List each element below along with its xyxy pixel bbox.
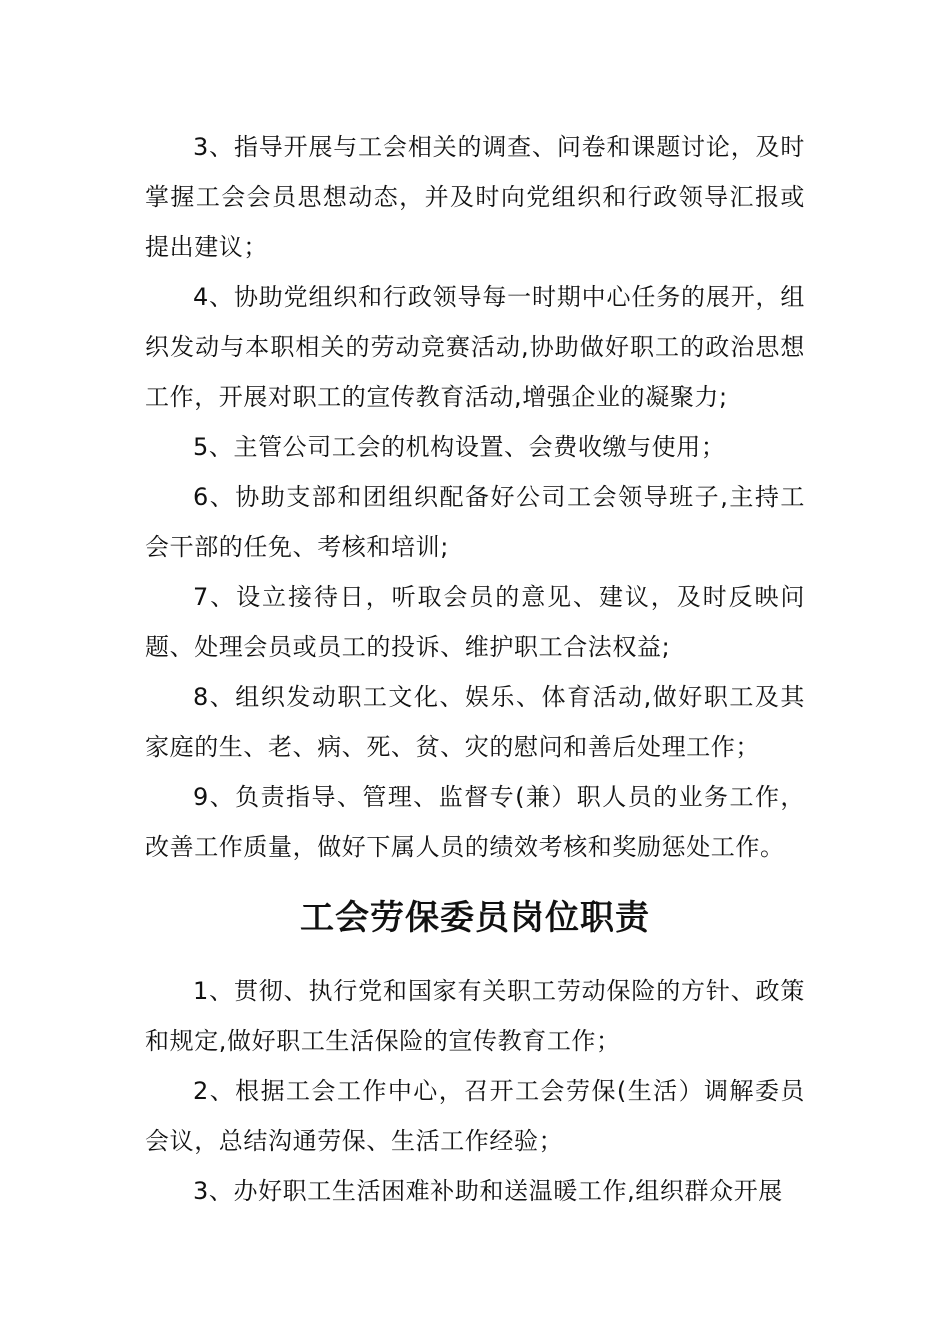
duty-item-9: 9、负责指导、管理、监督专(兼）职人员的业务工作，改善工作质量，做好下属人员的绩效考核和奖励惩处工作。 — [145, 783, 805, 861]
labor-duty-item-3: 3、办好职工生活困难补助和送温暖工作,组织群众开展 — [193, 1177, 783, 1205]
labor-duty-item-1: 1、贯彻、执行党和国家有关职工劳动保险的方针、政策和规定,做好职工生活保险的宣传教育工作； — [145, 977, 805, 1055]
duty-item-3: 3、指导开展与工会相关的调查、问卷和课题讨论，及时掌握工会会员思想动态，并及时向党组织和行政领导汇报或提出建议； — [145, 133, 805, 261]
duty-item-8: 8、组织发动职工文化、娱乐、体育活动,做好职工及其家庭的生、老、病、死、贫、灾的慰问和善后处理工作； — [145, 683, 805, 761]
duty-item-6: 6、协助支部和团组织配备好公司工会领导班子,主持工会干部的任免、考核和培训; — [145, 483, 805, 561]
duty-item-7: 7、设立接待日，听取会员的意见、建议，及时反映问题、处理会员或员工的投诉、维护职工合法权益; — [145, 583, 805, 661]
section-title: 工会劳保委员岗位职责 — [300, 898, 650, 938]
document-body — [145, 122, 805, 1216]
labor-duty-item-2: 2、根据工会工作中心，召开工会劳保(生活）调解委员会议，总结沟通劳保、生活工作经验； — [145, 1077, 805, 1155]
duty-item-5: 5、主管公司工会的机构设置、会费收缴与使用； — [193, 433, 726, 461]
duty-item-4: 4、协助党组织和行政领导每一时期中心任务的展开，组织发动与本职相关的劳动竞赛活动,协助做好职工的政治思想工作，开展对职工的宣传教育活动,增强企业的凝聚力; — [145, 283, 805, 411]
